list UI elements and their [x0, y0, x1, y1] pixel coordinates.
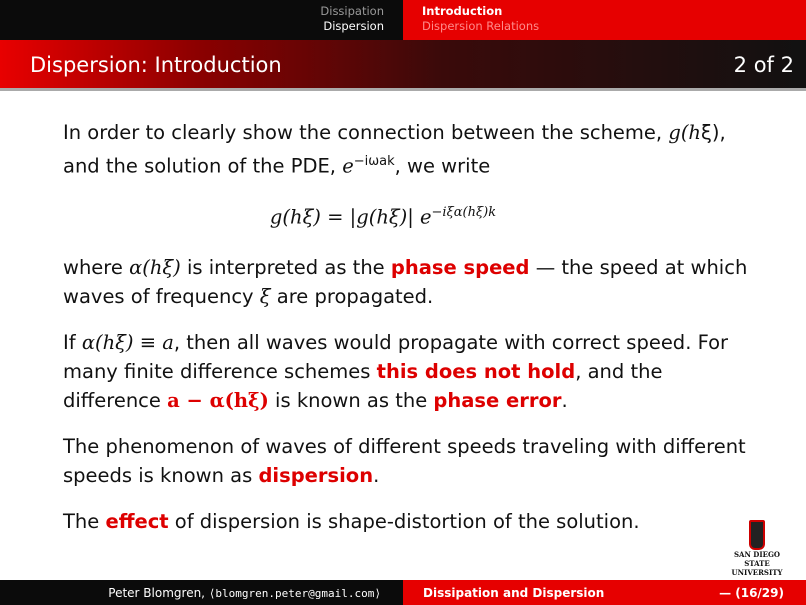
paragraph: [63, 432, 763, 490]
text-segment: where: [63, 256, 130, 279]
nav-subsection-introduction[interactable]: Introduction: [422, 4, 503, 18]
paragraph: [63, 253, 763, 311]
text-segment: — the speed at which waves of frequency: [63, 256, 748, 308]
text-segment: ), and the solution of the PDE,: [63, 121, 726, 178]
highlight-term: effect: [105, 510, 169, 533]
frame-page-count: 2 of 2: [733, 53, 794, 77]
frame-title: Dispersion: Introduction: [30, 53, 282, 77]
math-text: g(hξ) = |g(hξ)| e: [269, 205, 432, 228]
math-text: g: [668, 121, 681, 144]
logo-shield-icon: [749, 520, 765, 550]
math-text: α(hξ) ≡ a: [81, 331, 174, 354]
paragraph: [63, 118, 763, 181]
paragraph: [63, 328, 763, 415]
footer-author: Peter Blomgren,: [108, 586, 209, 600]
text-segment: .: [561, 389, 568, 412]
text-segment: If: [63, 331, 82, 354]
text-segment: of dispersion is shape-distortion of the solution.: [168, 510, 640, 533]
logo-text-line2: UNIVERSITY: [731, 568, 783, 577]
highlight-term: this does not hold: [376, 360, 576, 383]
section-navigation: [0, 0, 806, 40]
title-shadow: [0, 88, 806, 91]
math-text: −iξα(hξ)k: [431, 204, 497, 220]
nav-section-dispersion[interactable]: Dispersion: [323, 19, 384, 33]
sdsu-logo: [722, 520, 792, 577]
highlight-term: dispersion: [258, 464, 374, 487]
text-segment: is interpreted as the: [180, 256, 391, 279]
math-text: ξ: [259, 285, 271, 308]
footer-email: ⟨blomgren.peter@gmail.com⟩: [208, 587, 381, 600]
text-segment: is known as the: [268, 389, 434, 412]
text-segment: , then all waves would propagate with correct speed. For many finite difference schemes: [63, 331, 729, 383]
footer: [0, 580, 806, 605]
frame-title-bar: [0, 40, 806, 88]
footer-page-number: — (16/29): [719, 586, 784, 600]
highlight-term: phase speed: [390, 256, 530, 279]
text-segment: The: [63, 510, 106, 533]
text-segment: The phenomenon of waves of different speeds traveling with different speeds is known as: [63, 435, 746, 487]
text-segment: , and the difference: [63, 360, 663, 412]
text-segment: In order to clearly show the connection between the scheme,: [63, 121, 669, 144]
math-text: α(hξ): [129, 256, 181, 279]
text-segment: ξ: [700, 121, 712, 144]
paragraph: [63, 507, 763, 536]
text-segment: are propagated.: [270, 285, 434, 308]
highlight-term: a − α(hξ): [167, 389, 269, 412]
math-text: e: [342, 154, 354, 178]
slide-content: [63, 118, 763, 553]
nav-section-dissipation[interactable]: Dissipation: [320, 4, 384, 18]
text-segment: , we write: [394, 154, 491, 178]
footer-talk-title: Dissipation and Dispersion: [423, 586, 605, 600]
highlight-term: phase error: [433, 389, 562, 412]
nav-subsection-dispersion-relations[interactable]: Dispersion Relations: [422, 19, 540, 33]
text-segment: .: [373, 464, 380, 487]
math-text: (h: [680, 121, 701, 144]
math-text: −iωak: [353, 154, 395, 169]
logo-text-line1: SAN DIEGO STATE: [733, 550, 781, 568]
formula: [3, 198, 763, 232]
